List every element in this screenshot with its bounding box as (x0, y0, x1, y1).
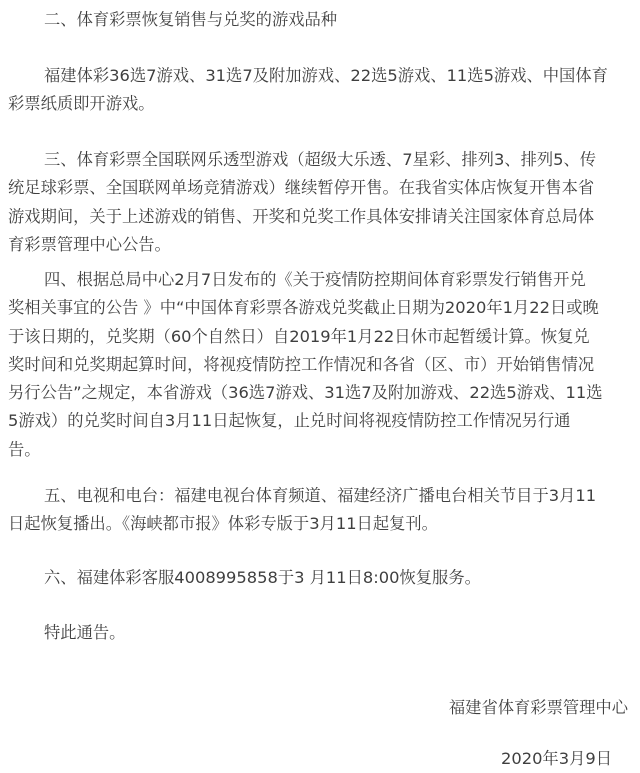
text-line: 日起恢复播出。《海峡都市报》体彩专版于3月11日起复刊。 (8, 514, 438, 534)
section-3 (8, 146, 634, 259)
text-line: 三、体育彩票全国联网乐透型游戏（超级大乐透、7星彩、排列3、排列5、传 (44, 150, 597, 169)
text-line: 五、电视和电台：福建电视台体育频道、福建经济广播电台相关节目于3月11 (44, 486, 597, 505)
closing-statement (44, 619, 634, 647)
text-line: 奖时间和兑奖期起算时间，将视疫情防控工作情况和各省（区、市）开始销售情况 (8, 354, 595, 374)
section-2-body (8, 62, 634, 119)
text-line: 游戏期间，关于上述游戏的销售、开奖和兑奖工作具体安排请关注国家体育总局体 (8, 206, 595, 226)
text-line: 告。 (8, 439, 41, 459)
text-line: 5游戏）的兑奖时间自3月11日起恢复，止兑时间将视疫情防控工作情况另行通 (8, 411, 571, 431)
section-6 (44, 564, 634, 592)
text-line: 于该日期的，兑奖期（60个自然日）自2019年1月22日休市起暂缓计算。恢复兑 (8, 326, 590, 346)
text-line: 统足球彩票、全国联网单场竞猜游戏）继续暂停开售。在我省实体店恢复开售本省 (8, 178, 595, 198)
text-line: 二、体育彩票恢复销售与兑奖的游戏品种 (44, 10, 338, 29)
text-line: 另行公告”之规定，本省游戏（36选7游戏、31选7及附加游戏、22选5游戏、11选 (8, 383, 603, 403)
text-line: 育彩票管理中心公告。 (8, 234, 171, 254)
signature-date: 2020年3月9日 (501, 749, 612, 768)
section-5 (8, 482, 634, 539)
text-line: 福建体彩36选7游戏、31选7及附加游戏、22选5游戏、11选5游戏、中国体育 (44, 66, 608, 85)
text-line: 奖相关事宜的公告 》中“中国体育彩票各游戏兑奖截止日期为2020年1月22日或晚 (8, 298, 599, 318)
text-line: 特此通告。 (44, 623, 126, 642)
section-2-heading (44, 6, 634, 34)
text-line: 四、根据总局中心2月7日发布的《关于疫情防控期间体育彩票发行销售开兑 (44, 270, 586, 289)
text-line: 六、福建体彩客服4008995858于3 月11日8:00恢复服务。 (44, 568, 481, 587)
text-line: 彩票纸质即开游戏。 (8, 94, 155, 114)
section-4 (8, 266, 634, 464)
signature-organization: 福建省体育彩票管理中心 (448, 698, 628, 717)
